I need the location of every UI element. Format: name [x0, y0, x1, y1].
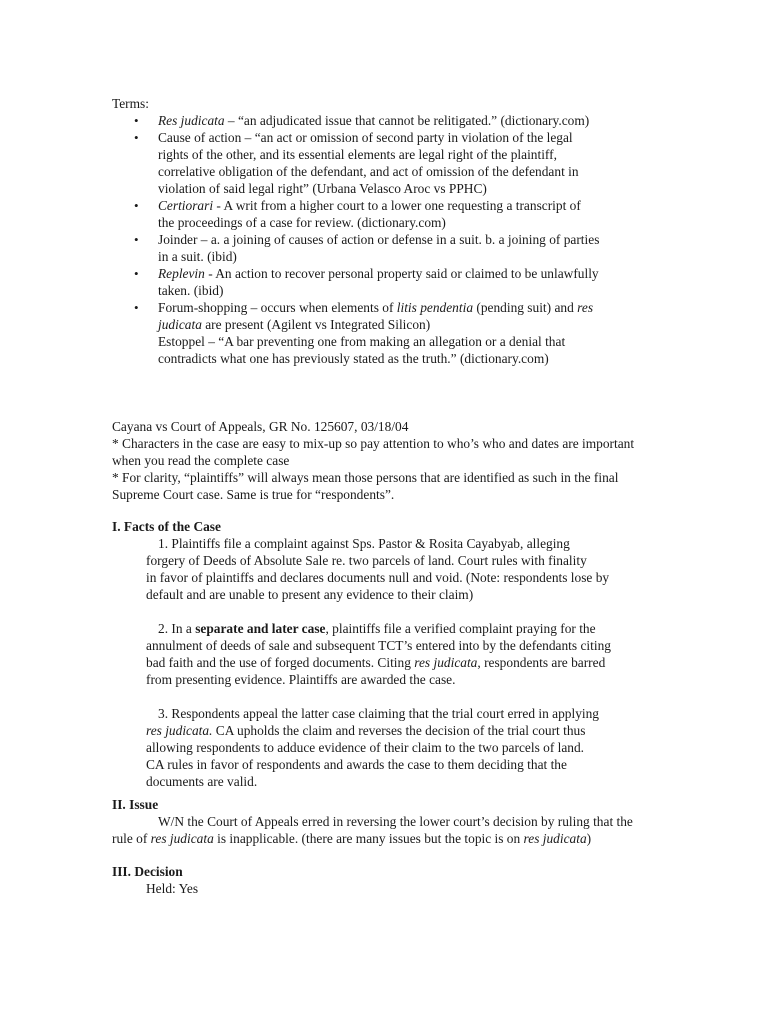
facts-paragraph-1	[112, 535, 657, 603]
bullet-icon: •	[134, 198, 139, 213]
issue-text: is inapplicable. (there are many issues but the topic is on	[213, 831, 524, 846]
term-res-judicata	[112, 112, 652, 129]
issue-italic: res judicata	[523, 831, 587, 846]
term-definition-line: violation of said legal right” (Urbana Velasco Aroc vs PPHC)	[158, 181, 487, 196]
term-label: Certiorari	[158, 198, 214, 213]
case-note: * For clarity, “plaintiffs” will always mean those persons that are identified as such in the final	[112, 470, 619, 485]
issue-line	[112, 830, 657, 847]
term-definition-line: rights of the other, and its essential elements are legal right of the plaintiff,	[158, 147, 557, 162]
term-definition: – a. a joining of causes of action or defense in a suit. b. a joining of parties	[197, 232, 600, 247]
term-definition-line: taken. (ibid)	[158, 283, 224, 298]
case-title: Cayana vs Court of Appeals, GR No. 125607, 03/18/04	[112, 419, 409, 434]
forum-italic: judicata	[158, 317, 202, 332]
fact-text: bad faith and the use of forged documents. Citing	[146, 655, 415, 670]
issue-text: )	[586, 831, 592, 846]
fact-line: documents are valid.	[146, 774, 258, 789]
term-label: Cause of action	[158, 130, 242, 145]
fact-line: 1. Plaintiffs file a complaint against Sps. Pastor & Rosita Cayabyab, alleging	[158, 536, 570, 551]
fact-line: in favor of plaintiffs and declares documents null and void. (Note: respondents lose by	[146, 570, 610, 585]
case-note-line: when you read the complete case	[112, 453, 290, 468]
fact-text: , respondents are barred	[477, 655, 606, 670]
fact-line	[112, 722, 657, 739]
case-note-line: Supreme Court case. Same is true for “respondents”.	[112, 487, 395, 502]
facts-paragraph-3	[112, 705, 657, 790]
fact-line	[112, 620, 657, 637]
term-certiorari	[112, 197, 652, 231]
issue-line: W/N the Court of Appeals erred in reversing the lower court’s decision by ruling that the	[158, 814, 633, 829]
term-cause-of-action	[112, 129, 652, 197]
forum-italic: litis pendentia	[396, 300, 474, 315]
fact-line: from presenting evidence. Plaintiffs are awarded the case.	[146, 672, 456, 687]
bullet-icon: •	[134, 266, 139, 281]
decision-heading: III. Decision	[112, 864, 183, 879]
issue-text: rule of	[112, 831, 151, 846]
case-header	[112, 418, 657, 503]
decision-section	[112, 863, 657, 897]
fact-line: 3. Respondents appeal the latter case claiming that the trial court erred in applying	[158, 706, 599, 721]
term-definition-line: correlative obligation of the defendant, and act of omission of the defendant in	[158, 164, 579, 179]
term-definition: - An action to recover personal property said or claimed to be unlawfully	[204, 266, 599, 281]
fact-line	[112, 654, 657, 671]
terms-label: Terms:	[112, 96, 149, 111]
term-definition: - A writ from a higher court to a lower one requesting a transcript of	[213, 198, 581, 213]
term-label: Joinder	[158, 232, 198, 247]
issue-section	[112, 796, 657, 847]
term-definition: – “an act or omission of second party in violation of the legal	[241, 130, 573, 145]
term-estoppel-line: contradicts what one has previously stated as the truth.” (dictionary.com)	[158, 351, 549, 366]
term-joinder	[112, 231, 652, 265]
fact-italic: res judicata.	[146, 723, 213, 738]
bullet-icon: •	[134, 130, 139, 145]
term-label: Replevin	[158, 266, 205, 281]
term-estoppel: Estoppel – “A bar preventing one from making an allegation or a denial that	[158, 334, 566, 349]
fact-line: allowing respondents to adduce evidence of their claim to the two parcels of land.	[146, 740, 585, 755]
term-definition: – “an adjudicated issue that cannot be relitigated.” (dictionary.com)	[224, 113, 590, 128]
fact-line: forgery of Deeds of Absolute Sale re. two parcels of land. Court rules with finality	[146, 553, 587, 568]
fact-line: CA rules in favor of respondents and awards the case to them deciding that the	[146, 757, 567, 772]
issue-italic: res judicata	[150, 831, 214, 846]
bullet-icon: •	[134, 113, 139, 128]
facts-paragraph-2	[112, 620, 657, 688]
forum-text: are present (Agilent vs Integrated Silicon)	[201, 317, 431, 332]
decision-held: Held: Yes	[146, 881, 199, 896]
bullet-icon: •	[134, 232, 139, 247]
fact-text: CA upholds the claim and reverses the decision of the trial court thus	[212, 723, 586, 738]
bullet-icon: •	[134, 300, 139, 315]
forum-text: Forum-shopping – occurs when elements of	[158, 300, 397, 315]
terms-section	[112, 95, 652, 367]
fact-line: annulment of deeds of sale and subsequent TCT’s entered into by the defendants citing	[146, 638, 611, 653]
forum-italic: res	[577, 300, 594, 315]
term-forum-shopping	[112, 299, 652, 367]
fact-text: , plaintiffs file a verified complaint praying for the	[325, 621, 596, 636]
fact-italic: res judicata	[414, 655, 478, 670]
facts-heading: I. Facts of the Case	[112, 519, 221, 534]
term-definition-line: in a suit. (ibid)	[158, 249, 237, 264]
terms-list	[112, 112, 652, 367]
fact-text: 2. In a	[158, 621, 196, 636]
case-note: * Characters in the case are easy to mix-up so pay attention to who’s who and dates are important	[112, 436, 635, 451]
issue-heading: II. Issue	[112, 797, 159, 812]
facts-section	[112, 518, 657, 790]
fact-bold: separate and later case	[195, 621, 326, 636]
forum-text: (pending suit) and	[473, 300, 578, 315]
term-label: Res judicata	[158, 113, 225, 128]
term-replevin	[112, 265, 652, 299]
fact-line: default and are unable to present any evidence to their claim)	[146, 587, 474, 602]
term-definition-line: the proceedings of a case for review. (dictionary.com)	[158, 215, 446, 230]
